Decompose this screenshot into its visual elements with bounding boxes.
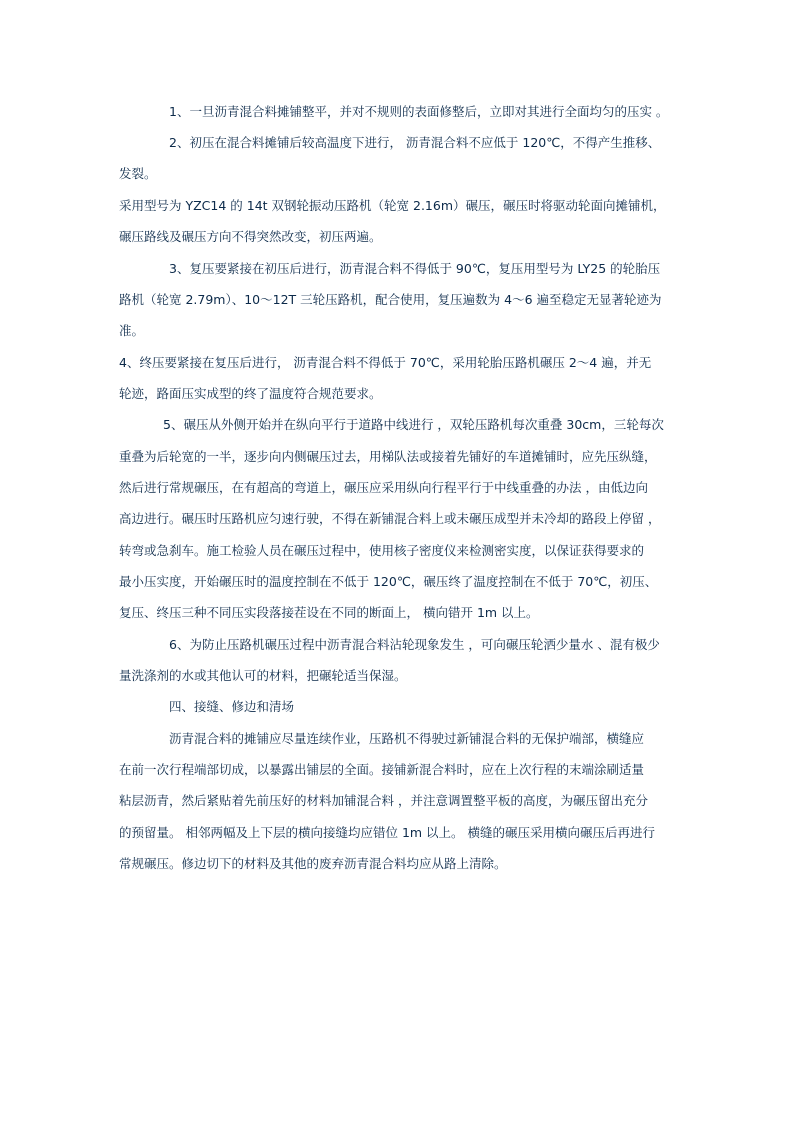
- text-line: 3、复压要紧接在初压后进行，沥青混合料不得低于 90℃，复压用型号为 LY25 的轮胎压: [169, 261, 661, 276]
- text-line: 粘层沥青，然后紧贴着先前压好的材料加铺混合料 ，并注意调置整平板的高度，为碾压留出充分: [119, 793, 648, 808]
- text-line: 采用型号为 YZC14 的 14t 双钢轮振动压路机（轮宽 2.16m）碾压，碾压时将驱动轮面向摊铺机，: [119, 198, 666, 213]
- text-line: 量洗涤剂的水或其他认可的材料，把碾轮适当保湿。: [119, 668, 407, 683]
- text-line: 然后进行常规碾压，在有超高的弯道上，碾压应采用纵向行程平行于中线重叠的办法 ，由低边向: [119, 480, 648, 495]
- text-line: 准。: [119, 323, 145, 338]
- section-heading: 四、接缝、修边和清场: [169, 699, 295, 714]
- text-line: 碾压路线及碾压方向不得突然改变，初压两遍。: [119, 229, 382, 244]
- text-line: 沥青混合料的摊铺应尽量连续作业，压路机不得驶过新铺混合料的无保护端部，横缝应: [169, 731, 645, 746]
- text-line: 轮迹，路面压实成型的终了温度符合规范要求。: [119, 386, 382, 401]
- text-line: 路机（轮宽 2.79m）、10～12T 三轮压路机，配合使用，复压遍数为 4～6 遍至稳定无显著轮迹为: [119, 292, 662, 307]
- text-line: 发裂。: [119, 166, 157, 181]
- text-line: 1、一旦沥青混合料摊铺整平，并对不规则的表面修整后，立即对其进行全面均匀的压实 。: [169, 104, 669, 119]
- text-line: 5、碾压从外侧开始并在纵向平行于道路中线进行 ，双轮压路机每次重叠 30cm，三轮每次: [163, 417, 664, 432]
- text-line: 的预留量。 相邻两幅及上下层的横向接缝均应错位 1m 以上。 横缝的碾压采用横向碾压后再进行: [119, 825, 656, 840]
- text-line: 复压、终压三种不同压实段落接茬设在不同的断面上， 横向错开 1m 以上。: [119, 605, 539, 620]
- text-line: 4、终压要紧接在复压后进行， 沥青混合料不得低于 70℃，采用轮胎压路机碾压 2～4 遍，并无: [119, 355, 652, 370]
- text-line: 最小压实度，开始碾压时的温度控制在不低于 120℃，碾压终了温度控制在不低于 70℃，初压、: [119, 574, 658, 589]
- text-line: 高边进行。碾压时压路机应匀速行驶，不得在新铺混合料上或未碾压成型并未冷却的路段上停留 ，: [119, 511, 661, 526]
- text-line: 常规碾压。修边切下的材料及其他的废弃沥青混合料均应从路上清除。: [119, 856, 507, 871]
- text-line: 转弯或急刹车。施工检验人员在碾压过程中，使用核子密度仪来检测密实度，以保证获得要求的: [119, 543, 645, 558]
- text-line: 在前一次行程端部切成，以暴露出铺层的全面。接铺新混合料时，应在上次行程的末端涂刷适量: [119, 762, 645, 777]
- text-line: 2、初压在混合料摊铺后较高温度下进行， 沥青混合料不应低于 120℃，不得产生推移、: [169, 135, 661, 150]
- text-line: 6、为防止压路机碾压过程中沥青混合料沾轮现象发生 ，可向碾压轮洒少量水 、混有极少: [169, 637, 660, 652]
- text-line: 重叠为后轮宽的一半，逐步向内侧碾压过去，用梯队法或接着先铺好的车道摊铺时，应先压纵缝，: [119, 449, 657, 464]
